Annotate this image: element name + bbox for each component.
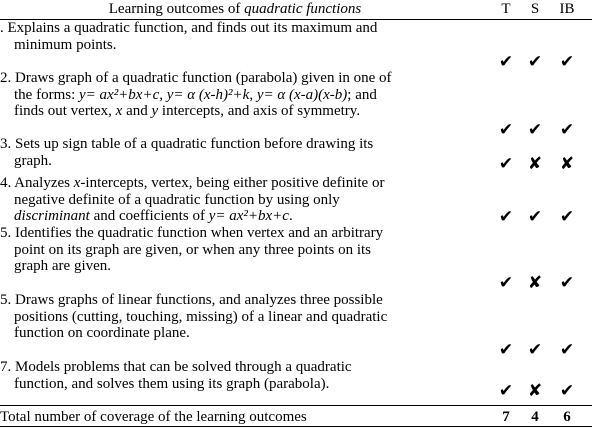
- outcomes-column-header: Learning outcomes of quadratic functions: [108, 1, 362, 17]
- outcome-row-2: 2. Draws graph of a quadratic function (parabola) given in one of the forms: y= ax²+bx+c, y= α (x-h)²+k, y= α (x-a)(x-b); and finds out vertex, x and y intercepts, and axis of symmetry.: [0, 70, 392, 120]
- column-header-ib: IB: [559, 1, 575, 17]
- bottom-rule: [0, 426, 592, 427]
- row-7-s-cross-icon: ✘: [527, 381, 543, 400]
- row-2-ib-check-icon: ✔: [559, 120, 575, 139]
- total-coverage-label: Total number of coverage of the learning outcomes: [0, 409, 307, 425]
- total-ib: 6: [563, 409, 571, 425]
- outcome-row-7: 7. Models problems that can be solved through a quadratic function, and solves them using its graph (parabola).: [0, 359, 352, 392]
- row-2-t-check-icon: ✔: [498, 120, 514, 139]
- row-2-s-check-icon: ✔: [527, 120, 543, 139]
- row-5-s-cross-icon: ✘: [527, 273, 543, 292]
- row-7-t-check-icon: ✔: [498, 381, 514, 400]
- footer-rule: [0, 405, 592, 406]
- outcome-row-1: . Explains a quadratic function, and finds out its maximum and minimum points.: [0, 20, 378, 53]
- total-s: 4: [531, 409, 539, 425]
- row-6-s-check-icon: ✔: [527, 340, 543, 359]
- row-5-ib-check-icon: ✔: [559, 273, 575, 292]
- outcome-row-4: 4. Analyzes x-intercepts, vertex, being either positive definite or negative definite of a quadratic function by using only discriminant and coefficients of y= ax²+bx+c.: [0, 175, 385, 225]
- row-6-t-check-icon: ✔: [498, 340, 514, 359]
- row-3-s-cross-icon: ✘: [527, 154, 543, 173]
- row-3-ib-cross-icon: ✘: [559, 154, 575, 173]
- column-header-t: T: [501, 1, 511, 17]
- row-4-t-check-icon: ✔: [498, 207, 514, 226]
- outcome-row-3: 3. Sets up sign table of a quadratic function before drawing its graph.: [0, 136, 374, 169]
- row-1-ib-check-icon: ✔: [559, 52, 575, 71]
- outcome-row-5: 5. Identifies the quadratic function when vertex and an arbitrary point on its graph are given, or when any three points on its graph are given.: [0, 225, 384, 275]
- outcome-row-6: 5. Draws graphs of linear functions, and analyzes three possible positions (cutting, touching, missing) of a linear and quadratic function on coordinate plane.: [0, 292, 388, 342]
- row-4-ib-check-icon: ✔: [559, 207, 575, 226]
- row-3-t-check-icon: ✔: [498, 154, 514, 173]
- row-6-ib-check-icon: ✔: [559, 340, 575, 359]
- total-t: 7: [502, 409, 510, 425]
- row-7-ib-check-icon: ✔: [559, 381, 575, 400]
- row-5-t-check-icon: ✔: [498, 273, 514, 292]
- row-1-s-check-icon: ✔: [527, 52, 543, 71]
- row-1-t-check-icon: ✔: [498, 52, 514, 71]
- row-4-s-check-icon: ✔: [527, 207, 543, 226]
- column-header-s: S: [530, 1, 540, 17]
